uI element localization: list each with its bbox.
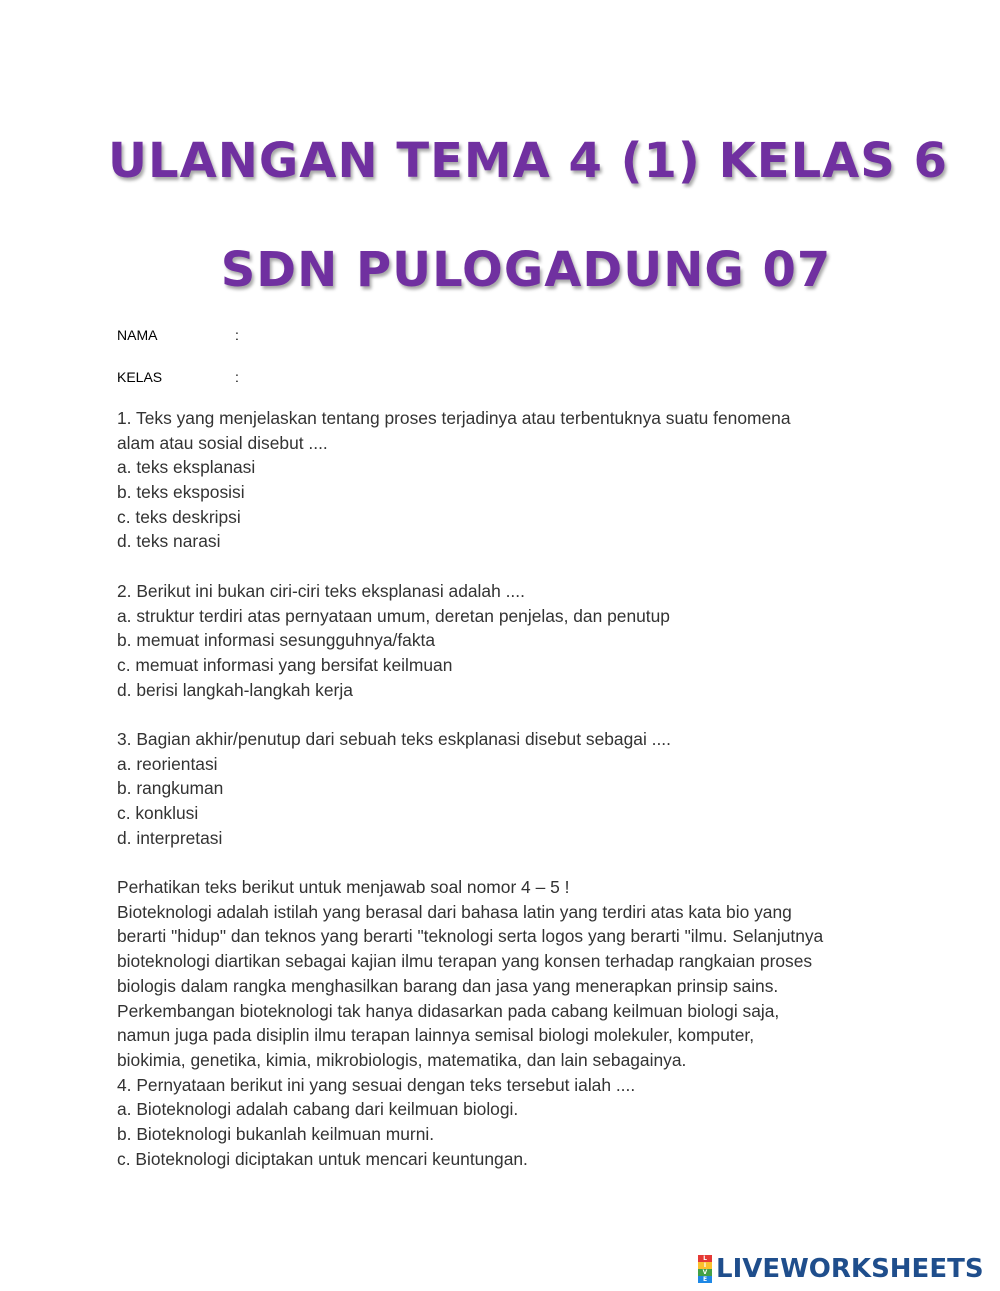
class-label: KELAS xyxy=(117,369,163,385)
question-stem: 2. Berikut ini bukan ciri-ciri teks eksplanasi adalah .... xyxy=(117,580,525,601)
answer-option-d[interactable]: d. berisi langkah-langkah kerja xyxy=(117,679,353,700)
answer-option-c[interactable]: c. Bioteknologi diciptakan untuk mencari keuntungan. xyxy=(117,1148,528,1169)
question-4 xyxy=(117,1073,917,1172)
passage-line: bioteknologi diartikan sebagai kajian ilmu terapan yang konsen terhadap rangkaian proses xyxy=(117,951,813,972)
question-3 xyxy=(117,727,917,850)
badge-letter: L xyxy=(698,1255,712,1262)
live-badge-icon xyxy=(698,1255,712,1283)
reading-passage xyxy=(117,875,917,1073)
badge-letter: E xyxy=(698,1276,712,1283)
name-separator: : xyxy=(235,327,239,343)
name-label: NAMA xyxy=(117,327,158,343)
question-2 xyxy=(117,579,917,702)
passage-line: berarti "hidup" dan teknos yang berarti "teknologi serta logos yang berarti "ilmu. Selanjutnya xyxy=(117,926,824,947)
worksheet-title: ULANGAN TEMA 4 (1) KELAS 6 xyxy=(108,133,948,189)
question-stem: alam atau sosial disebut .... xyxy=(117,432,328,453)
question-1 xyxy=(117,406,917,554)
passage-line: namun juga pada disiplin ilmu terapan lainnya semisal biologi molekuler, komputer, xyxy=(117,1025,755,1046)
question-stem: 4. Pernyataan berikut ini yang sesuai dengan teks tersebut ialah .... xyxy=(117,1074,636,1095)
name-field xyxy=(117,327,239,343)
answer-option-d[interactable]: d. interpretasi xyxy=(117,827,223,848)
answer-option-b[interactable]: b. Bioteknologi bukanlah keilmuan murni. xyxy=(117,1123,435,1144)
liveworksheets-logo[interactable] xyxy=(698,1253,984,1285)
answer-option-a[interactable]: a. reorientasi xyxy=(117,753,218,774)
passage-line: biologis dalam rangka menghasilkan barang dan jasa yang menerapkan prinsip sains. xyxy=(117,975,779,996)
passage-instruction: Perhatikan teks berikut untuk menjawab soal nomor 4 – 5 ! xyxy=(117,877,570,898)
question-stem: 1. Teks yang menjelaskan tentang proses terjadinya atau terbentuknya suatu fenomena xyxy=(117,408,791,428)
badge-letter: V xyxy=(698,1269,712,1276)
answer-option-c[interactable]: c. konklusi xyxy=(117,803,199,823)
answer-option-c[interactable]: c. memuat informasi yang bersifat keilmuan xyxy=(117,654,453,675)
spacer xyxy=(117,702,917,727)
answer-option-b[interactable]: b. rangkuman xyxy=(117,778,224,799)
class-separator: : xyxy=(235,369,239,385)
passage-line: biokimia, genetika, kimia, mikrobiologis, matematika, dan lain sebagainya. xyxy=(117,1049,687,1070)
answer-option-b[interactable]: b. memuat informasi sesungguhnya/fakta xyxy=(117,630,436,651)
logo-text: LIVEWORKSHEETS xyxy=(716,1254,984,1284)
spacer xyxy=(117,554,917,579)
answer-option-d[interactable]: d. teks narasi xyxy=(117,531,221,552)
class-field xyxy=(117,369,239,385)
passage-line: Bioteknologi adalah istilah yang berasal dari bahasa latin yang terdiri atas kata bio yang xyxy=(117,901,792,922)
spacer xyxy=(117,850,917,875)
answer-option-a[interactable]: a. struktur terdiri atas pernyataan umum, deretan penjelas, dan penutup xyxy=(117,605,670,626)
answer-option-c[interactable]: c. teks deskripsi xyxy=(117,506,241,527)
answer-option-b[interactable]: b. teks eksposisi xyxy=(117,482,245,503)
question-stem: 3. Bagian akhir/penutup dari sebuah teks eskplanasi disebut sebagai .... xyxy=(117,728,671,749)
school-name: SDN PULOGADUNG 07 xyxy=(220,242,832,298)
passage-line: Perkembangan bioteknologi tak hanya didasarkan pada cabang keilmuan biologi saja, xyxy=(117,1000,780,1021)
answer-option-a[interactable]: a. Bioteknologi adalah cabang dari keilmuan biologi. xyxy=(117,1099,519,1120)
answer-option-a[interactable]: a. teks eksplanasi xyxy=(117,457,256,478)
badge-letter: I xyxy=(698,1262,712,1269)
worksheet-content xyxy=(117,406,917,1171)
